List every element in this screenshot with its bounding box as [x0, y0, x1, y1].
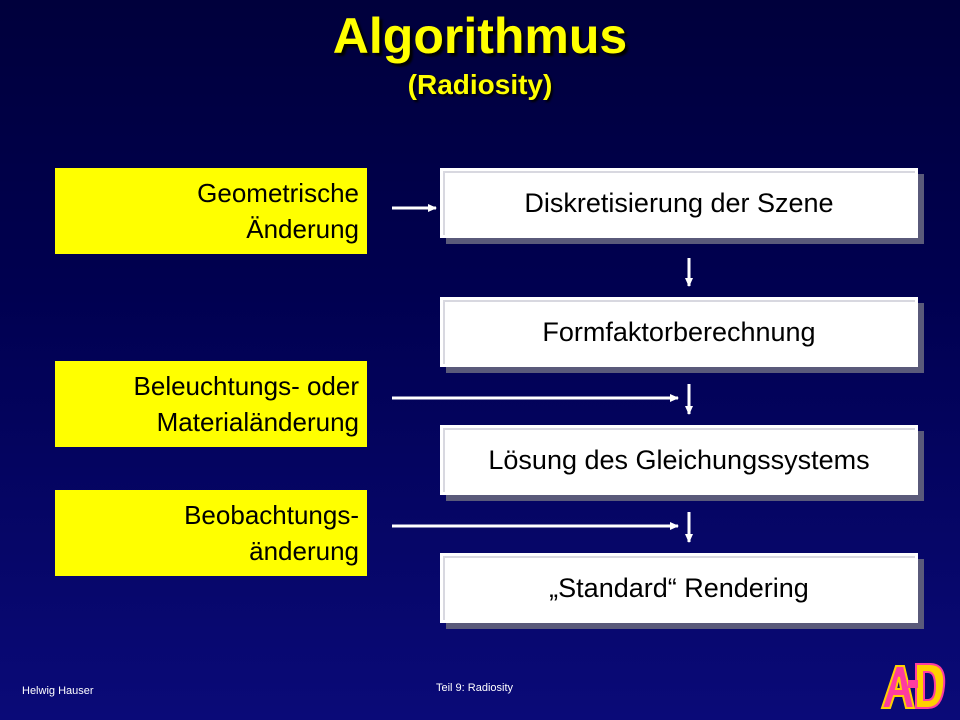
lighting-material-change-line-2: Materialänderung — [156, 407, 359, 437]
step-solve-system-label: Lösung des Gleichungssystems — [488, 444, 870, 475]
viewpoint-change-line-1: Beobachtungs- — [184, 500, 359, 530]
geometric-change-line-1: Geometrische — [197, 178, 359, 208]
slide-subtitle: (Radiosity) — [407, 69, 553, 100]
footer-section: Teil 9: Radiosity — [436, 682, 514, 694]
footer-author: Helwig Hauser — [22, 685, 94, 697]
lighting-material-change-line-1: Beleuchtungs- oder — [133, 371, 359, 401]
hd-logo-icon — [878, 660, 948, 712]
step-discretization-label: Diskretisierung der Szene — [524, 187, 834, 218]
slide-title: Algorithmus — [332, 8, 628, 64]
viewpoint-change-line-2: änderung — [249, 536, 359, 566]
geometric-change-line-2: Änderung — [246, 214, 359, 244]
step-standard-rendering-label: „Standard“ Rendering — [549, 572, 809, 603]
step-form-factor-label: Formfaktorberechnung — [542, 316, 816, 347]
